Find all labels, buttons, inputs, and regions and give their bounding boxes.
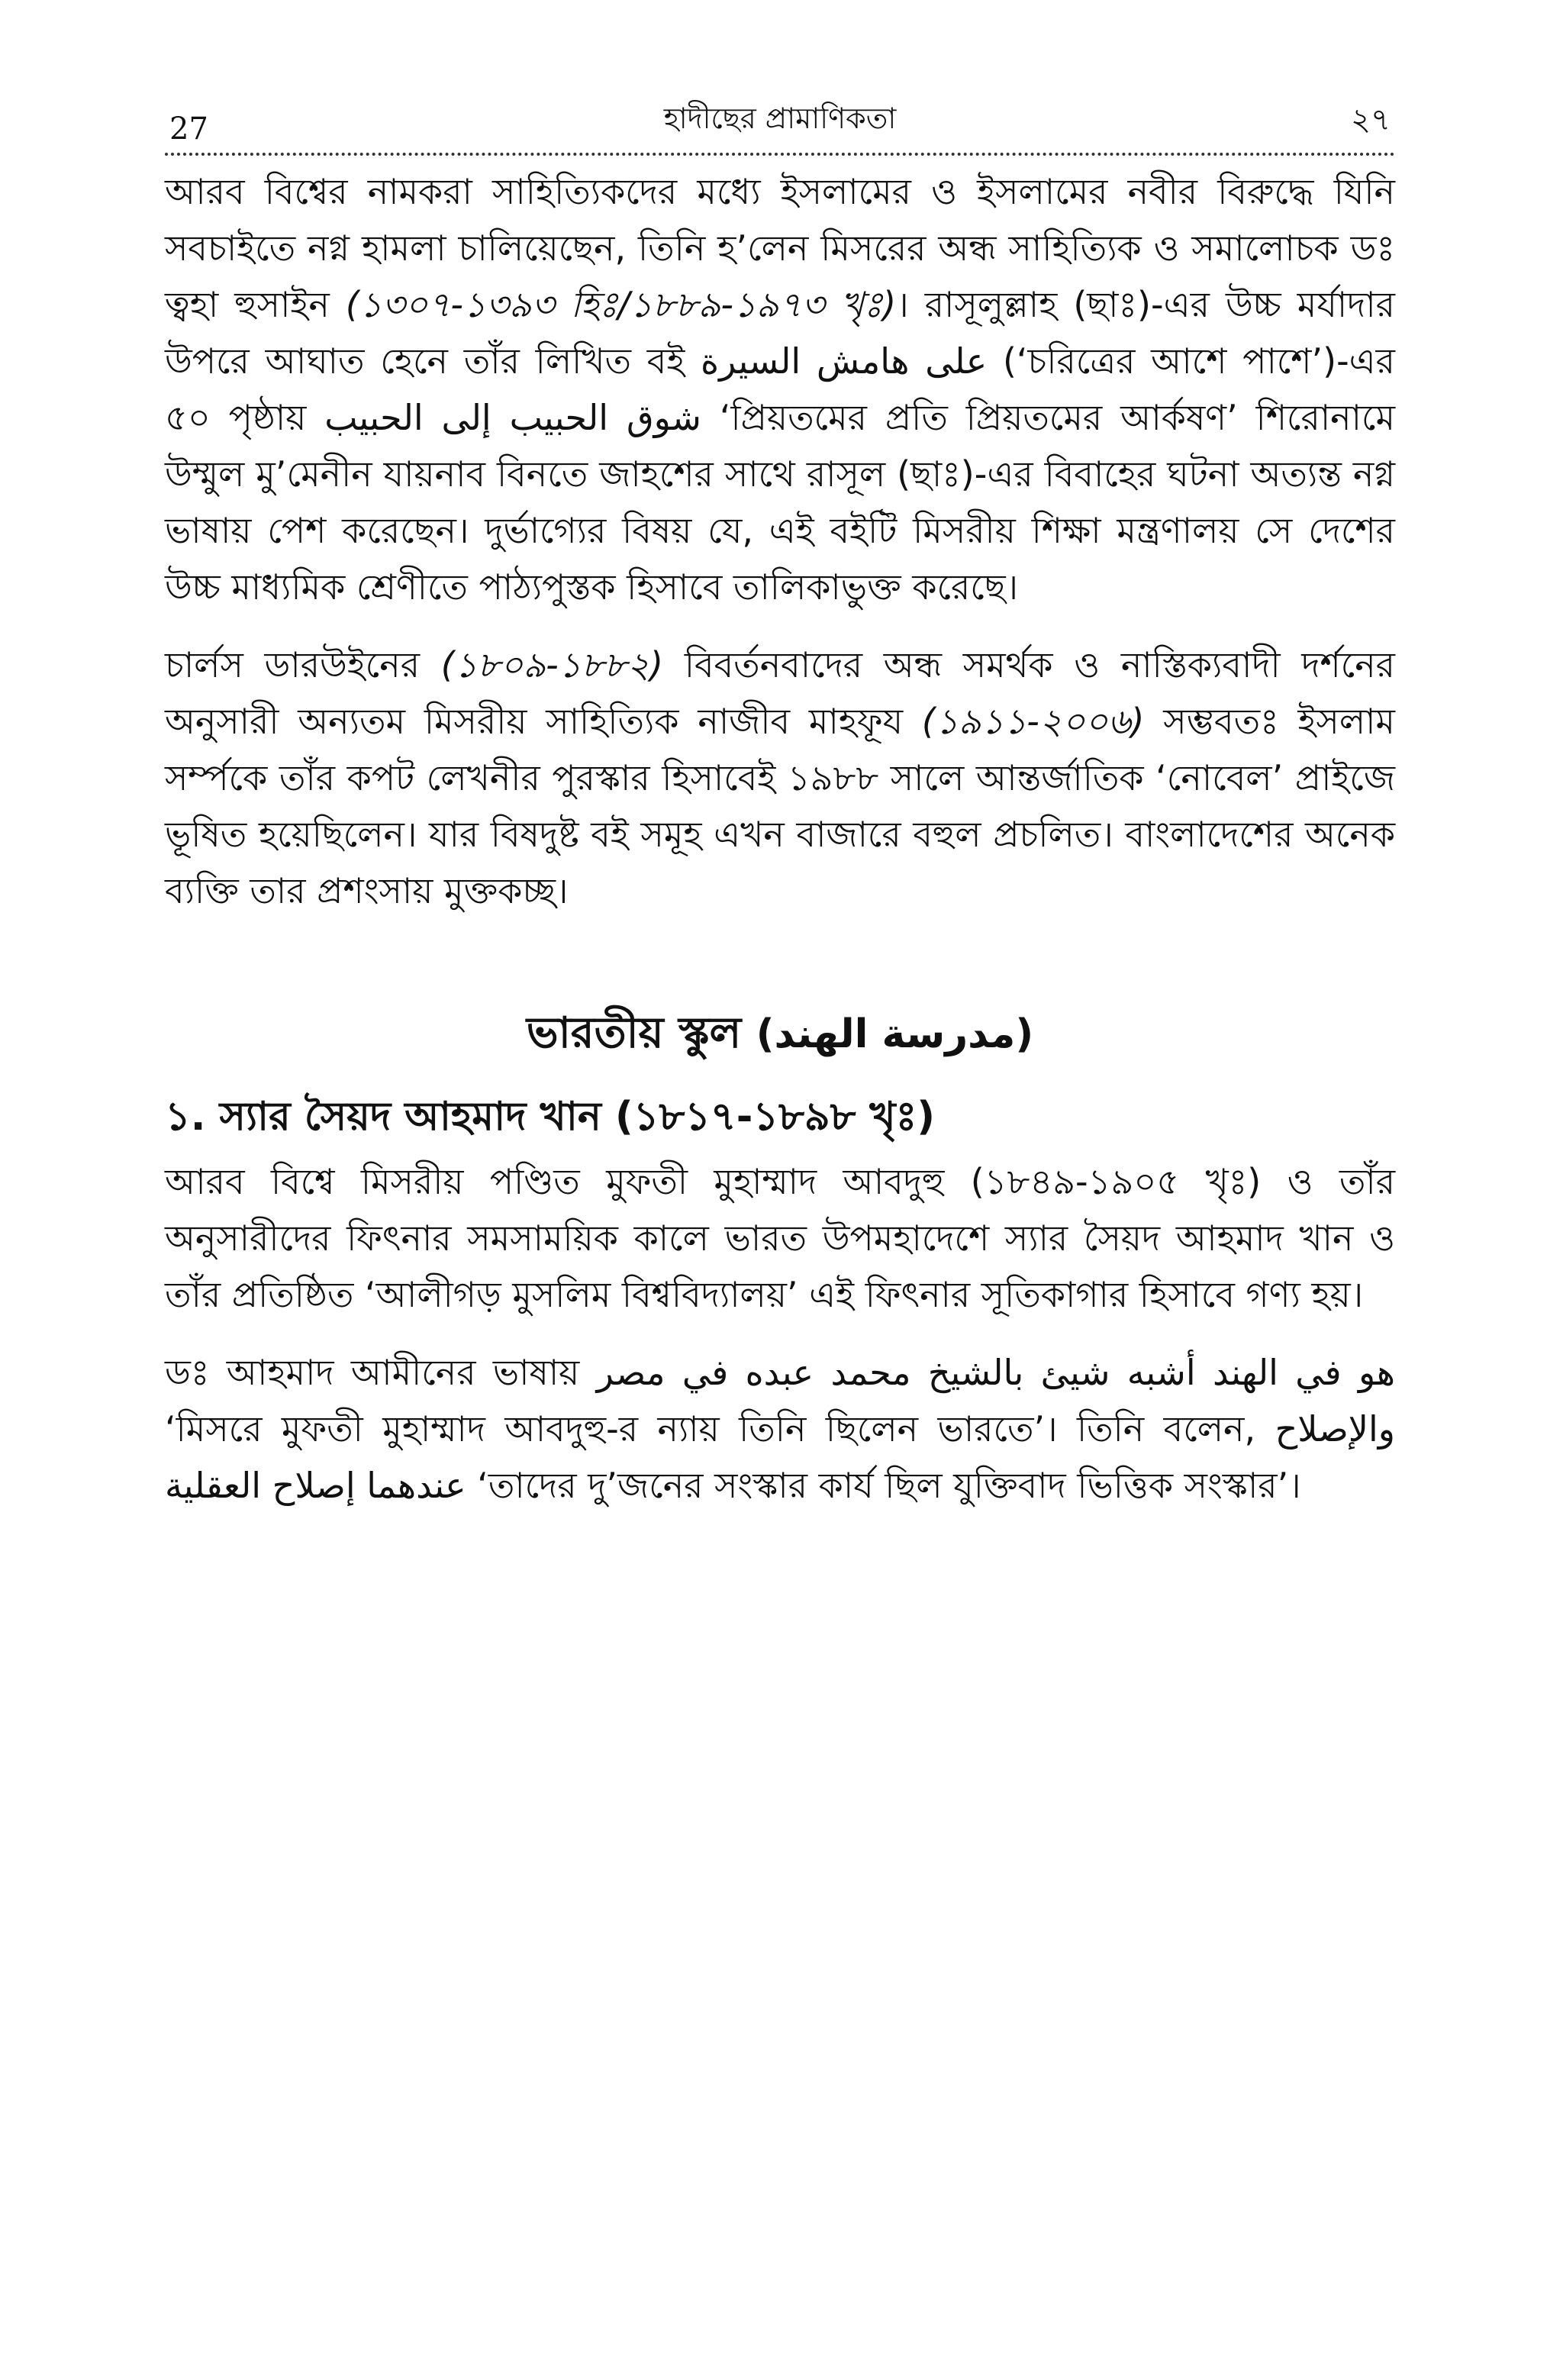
text-run: আরব বিশ্বের নামকরা সাহিত্যিকদের মধ্যে ইসলামের ও ইসলামের নবীর বিরুদ্ধে যিনি সবচাইতে নগ্ন হামলা চালিয়েছেন, তিনি হ’লেন মিসরের অন্ধ সাহিত্যিক ও সমালোচক ডঃ ত্বহা হুসাইন — [165, 171, 1395, 325]
text-run: চার্লস ডারউইনের — [165, 644, 441, 685]
section-heading — [165, 998, 1395, 1069]
page-number-right: ২৭ — [1350, 102, 1391, 137]
paragraph-taha-husain — [165, 163, 1395, 615]
running-header — [165, 92, 1395, 156]
text-run: বিবর্তনবাদের অন্ধ সমর্থক ও নাস্তিক্যবাদী দর্শনের অনুসারী অন্যতম মিসরীয় সাহিত্যিক নাজীব মাহফূয — [165, 644, 1395, 742]
book-title: হাদীছের প্রামাণিকতা — [663, 102, 897, 135]
text-run: সম্ভবতঃ ইসলাম সর্ম্পকে তাঁর কপট লেখনীর পুরস্কার হিসাবেই ১৯৮৮ সালে আন্তর্জাতিক ‘নোবেল’ প্রাইজে ভূষিত হয়েছিলেন। যার বিষদুষ্ট বই সমূহ এখন বাজারে বহুল প্রচলিত। বাংলাদেশের অনেক ব্যক্তি তার প্রশংসায় মুক্তকচ্ছ। — [165, 701, 1395, 911]
arabic-quote: هو في الهند أشبه شيئ بالشيخ محمد عبده في مصر — [596, 1352, 1395, 1393]
arabic-book-title: على هامش السيرة — [700, 340, 988, 382]
text-run: ‘তাদের দু’জনের সংস্কার কার্য ছিল যুক্তিবাদ ভিত্তিক সংস্কার’। — [466, 1465, 1301, 1506]
text-run: ‘প্রিয়তমের প্রতি প্রিয়তমের আর্কষণ’ শিরোনামে উম্মুল মু’মেনীন যায়নাব বিনতে জাহশের সাথে রাসূল (ছাঃ)-এর বিবাহের ঘটনা অত্যন্ত নগ্ন ভাষায় পেশ করেছেন। দুর্ভাগ্যের বিষয় যে, এই বইটি মিসরীয় শিক্ষা মন্ত্রণালয় সে দেশের উচ্চ মাধ্যমিক শ্রেণীতে পাঠ্যপুস্তক হিসাবে তালিকাভুক্ত করেছে। — [165, 397, 1395, 608]
paragraph-ahmad-amin — [165, 1344, 1395, 1514]
paragraph-naguib-mahfouz — [165, 637, 1395, 919]
section-title: ভারতীয় স্কুল — [526, 1008, 742, 1058]
dates-italic: (১৯১১-২০০৬) — [921, 701, 1145, 742]
paragraph-abduh: আরব বিশ্বে মিসরীয় পণ্ডিত মুফতী মুহাম্মাদ আবদুহু (১৮৪৯-১৯০৫ খৃঃ) ও তাঁর অনুসারীদের ফিৎনার সমসাময়িক কালে ভারত উপমহাদেশে স্যার সৈয়দ আহমাদ খান ও তাঁর প্রতিষ্ঠিত ‘আলীগড় মুসলিম বিশ্ববিদ্যালয়’ এই ফিৎনার সূতিকাগার হিসাবে গণ্য হয়। — [165, 1161, 1395, 1315]
page-number-left: 27 — [169, 111, 208, 147]
arabic-quote: والإصلاح عندهما إصلاح العقلية — [165, 1408, 1395, 1506]
arabic-chapter-title: شوق الحبيب إلى الحبيب — [324, 397, 701, 438]
text-run: ‘মিসরে মুফতী মুহাম্মাদ আবদুহু-র ন্যায় তিনি ছিলেন ভারতে’। তিনি বলেন, — [165, 1408, 1275, 1450]
book-page — [165, 92, 1395, 2351]
text-run: ডঃ আহমাদ আমীনের ভাষায় — [165, 1352, 597, 1393]
section-title-arabic: (مدرسة الهند) — [756, 1011, 1034, 1057]
dates-italic: (১৮০৯-১৮৮২) — [440, 644, 664, 685]
text-run: । রাসূলুল্লাহ (ছাঃ)-এর উচ্চ মর্যাদার উপরে আঘাত হেনে তাঁর লিখিত বই — [165, 284, 1395, 382]
dates-italic: (১৩০৭-১৩৯৩ হিঃ/১৮৮৯-১৯৭৩ খৃঃ) — [345, 284, 897, 325]
text-run: (‘চরিত্রের আশে পাশে’)-এর ৫০ পৃষ্ঠায় — [165, 340, 1395, 438]
page-content — [165, 156, 1395, 1514]
subsection-heading: ১. স্যার সৈয়দ আহমাদ খান (১৮১৭-১৮৯৮ খৃঃ) — [165, 1094, 936, 1140]
